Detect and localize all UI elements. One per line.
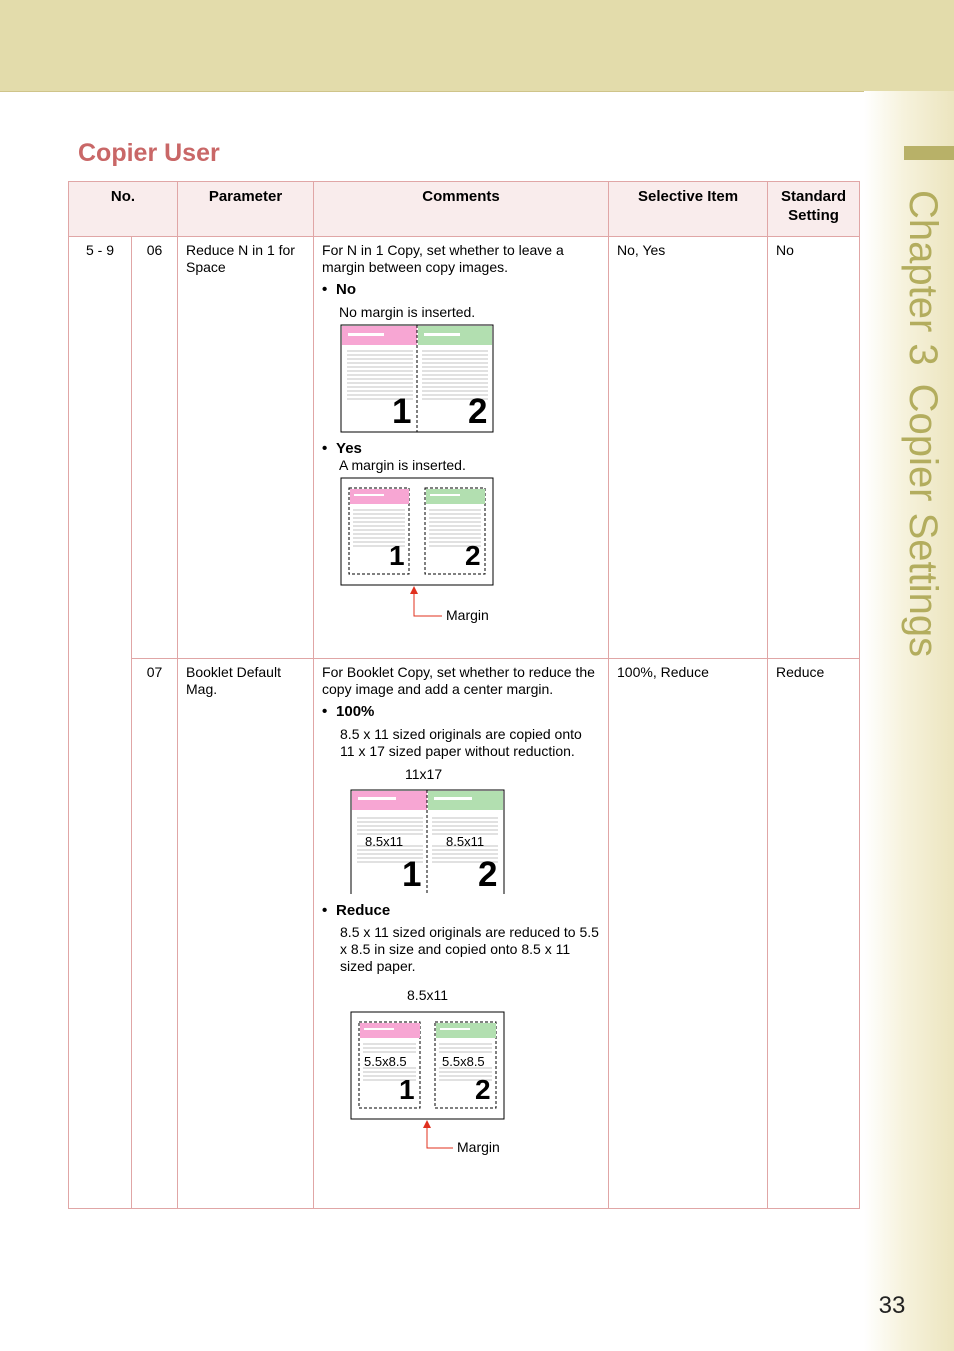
table-row <box>69 237 860 659</box>
selective-item: 100%, Reduce <box>609 659 768 1209</box>
group-no: 5 - 9 <box>69 237 132 1209</box>
page-size-label: 8.5x11 <box>365 834 404 849</box>
page-number-2: 2 <box>465 540 481 571</box>
page-number-2: 2 <box>475 1074 491 1105</box>
page-number-1: 1 <box>402 855 422 894</box>
header-band <box>0 0 954 92</box>
option-name: Reduce <box>336 902 391 919</box>
table-row <box>69 659 860 1209</box>
option-heading: • Yes <box>322 440 362 457</box>
sub-no: 06 <box>132 237 178 659</box>
page-number: 33 <box>878 1292 906 1319</box>
section-title: Copier User <box>78 139 220 167</box>
option-name: Yes <box>336 440 362 457</box>
page-number-2: 2 <box>478 855 498 894</box>
comment-cell <box>314 659 609 1209</box>
table-header-row <box>69 182 860 237</box>
booklet-100-diagram <box>322 760 602 894</box>
margin-label: Margin <box>446 607 489 623</box>
header-parameter: Parameter <box>178 182 314 237</box>
sub-no: 07 <box>132 659 178 1209</box>
option-name: No <box>336 281 357 298</box>
header-comments: Comments <box>314 182 609 237</box>
comment-intro: For N in 1 Copy, set whether to leave a margin between copy images. <box>322 242 564 275</box>
page-size-label: 5.5x8.5 <box>442 1054 485 1069</box>
header-selective-item: Selective Item <box>609 182 768 237</box>
booklet-reduce-diagram <box>322 975 602 1161</box>
standard-setting: No <box>768 237 860 659</box>
option-name: 100% <box>336 703 375 720</box>
page-size-label: 8.5x11 <box>446 834 485 849</box>
paper-size-label: 11x17 <box>405 766 443 782</box>
page-number-1: 1 <box>389 540 405 571</box>
page-number-2: 2 <box>468 392 488 431</box>
parameter-table <box>68 181 860 1209</box>
option-desc: A margin is inserted. <box>339 457 466 473</box>
option-heading: • No <box>322 281 357 298</box>
option-desc: No margin is inserted. <box>339 304 476 320</box>
selective-item: No, Yes <box>609 237 768 659</box>
page-number-1: 1 <box>392 392 412 431</box>
option-heading: • 100% <box>322 703 375 720</box>
margin-diagram <box>322 474 602 628</box>
page-number-1: 1 <box>399 1074 415 1105</box>
comment-cell <box>314 237 609 659</box>
comment-intro: For Booklet Copy, set whether to reduce the copy image and add a center margin. <box>322 664 595 697</box>
header-standard-setting: Standard Setting <box>768 182 860 237</box>
standard-setting: Reduce <box>768 659 860 1209</box>
header-no: No. <box>69 182 178 237</box>
parameter-name: Booklet Default Mag. <box>178 659 314 1209</box>
option-desc: 8.5 x 11 sized originals are copied onto 11 x 17 sized paper without reduction. <box>340 726 582 759</box>
chapter-title: Copier Settings <box>901 383 945 658</box>
option-desc: 8.5 x 11 sized originals are reduced to 5.5 x 8.5 in size and copied onto 8.5 x 11 sized paper. <box>340 924 599 974</box>
page-size-label: 5.5x8.5 <box>364 1054 407 1069</box>
option-heading: • Reduce <box>322 902 391 919</box>
no-margin-diagram <box>322 321 602 435</box>
parameter-name: Reduce N in 1 for Space <box>178 237 314 659</box>
paper-size-label: 8.5x11 <box>407 987 449 1003</box>
chapter-tab <box>893 190 953 680</box>
chapter-marker <box>904 146 954 160</box>
margin-label: Margin <box>457 1139 500 1155</box>
chapter-label: Chapter 3 <box>901 190 945 366</box>
